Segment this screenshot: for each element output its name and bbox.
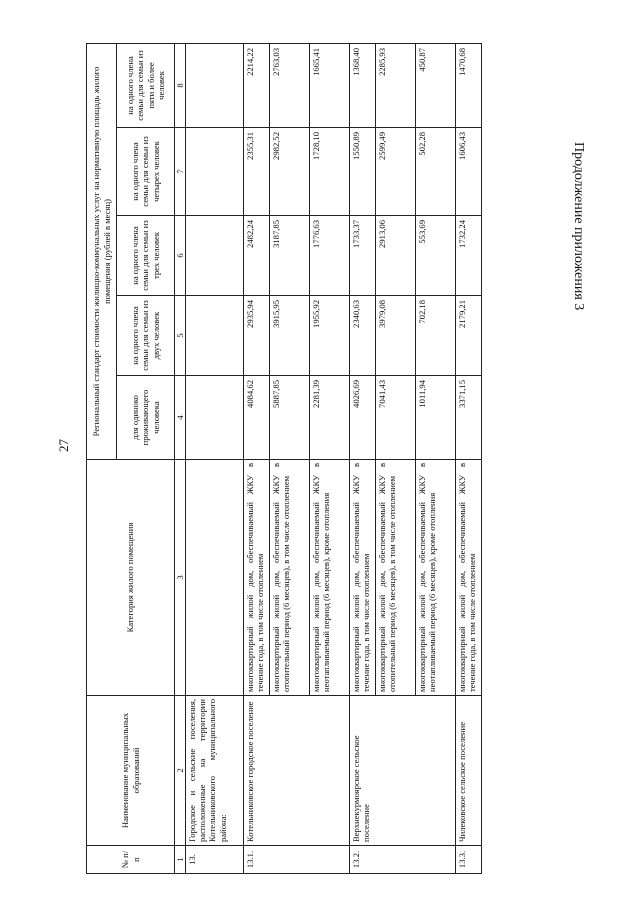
rotated-table-wrapper [86,44,598,874]
value-cell: 5887,85 [270,376,310,460]
municipality-name: Верхнекурмоярское сельское поселение [350,696,456,846]
row-number: 13.3. [456,846,482,874]
housing-category: многоквартирный жилой дом, обеспечиваемый ЖКУ в отопительный период (6 месяцев), в том числе отоплением [270,460,310,696]
header-family-3: на одного члена семьи для семьи из трех человек [117,216,175,296]
housing-standard-table [86,43,482,874]
value-cell: 4084,62 [244,376,270,460]
row-number: 13.1. [244,846,350,874]
housing-category: многоквартирный жилой дом, обеспечиваемый ЖКУ в течение года, в том числе отоплением [456,460,482,696]
value-cell: 2599,49 [376,128,416,216]
header-family-2: на одного члена семьи для семьи из двух человек [117,296,175,376]
value-cell: 2340,63 [350,296,376,376]
value-cell: 450,87 [416,43,456,127]
value-cell: 1550,89 [350,128,376,216]
value-cell: 1728,10 [310,128,350,216]
value-cell: 2482,24 [244,216,270,296]
value-cell: 1368,40 [350,43,376,127]
appendix-continuation-title: Продолжение приложения 3 [571,142,586,311]
value-cell: 2355,31 [244,128,270,216]
value-cell: 2214,22 [244,43,270,127]
header-single: для одиноко проживающего человека [117,376,175,460]
housing-category: многоквартирный жилой дом, обеспечиваемый ЖКУ в течение года, в том числе отоплением [244,460,270,696]
housing-category: многоквартирный жилой дом, обеспечиваемый ЖКУ в неотапливаемый период (6 месяцев), кроме отопления [310,460,350,696]
value-cell: 2763,03 [270,43,310,127]
value-cell: 502,28 [416,128,456,216]
value-cell: 2935,94 [244,296,270,376]
header-standard: Региональный стандарт стоимости жилищно-коммунальных услуг на нормативную площадь жилого помещения (рублей в месяц) [87,43,117,459]
value-cell: 553,69 [416,216,456,296]
row-number: 13.2. [350,846,456,874]
value-cell: 3915,95 [270,296,310,376]
section-row [186,43,244,873]
housing-category: многоквартирный жилой дом, обеспечиваемый ЖКУ в течение года, в том числе отоплением [350,460,376,696]
header-family-4: на одного члена семьи для семьи из четырех человек [117,128,175,216]
value-cell: 2982,52 [270,128,310,216]
value-cell: 3371,15 [456,376,482,460]
table-row [244,43,270,873]
section-name: Городское и сельские поселения, расположенные на территории Котельниковского муниципального района: [186,696,244,846]
index-cell: 5 [175,296,186,376]
value-cell: 1011,94 [416,376,456,460]
header-family-5: на одного члена семьи для семьи из пяти и более человек [117,43,175,127]
header-num: № п/п [87,846,175,874]
value-cell: 702,18 [416,296,456,376]
index-cell: 1 [175,846,186,874]
value-cell: 2285,93 [376,43,416,127]
value-cell: 3187,85 [270,216,310,296]
housing-category: многоквартирный жилой дом, обеспечиваемый ЖКУ в неотапливаемый период (6 месяцев), кроме отопления [416,460,456,696]
index-cell: 3 [175,460,186,696]
table-row [350,43,376,873]
value-cell: 7041,43 [376,376,416,460]
value-cell: 1606,43 [456,128,482,216]
housing-category: многоквартирный жилой дом, обеспечиваемый ЖКУ в отопительный период (6 месяцев), в том числе отоплением [376,460,416,696]
value-cell: 1470,68 [456,43,482,127]
value-cell: 1665,41 [310,43,350,127]
value-cell: 2913,06 [376,216,416,296]
index-cell: 7 [175,128,186,216]
value-cell: 4026,69 [350,376,376,460]
value-cell: 2179,21 [456,296,482,376]
value-cell: 3979,08 [376,296,416,376]
column-index-row [175,43,186,873]
header-municipality: Наименование муниципальных образований [87,696,175,846]
section-number: 13. [186,846,244,874]
index-cell: 4 [175,376,186,460]
value-cell: 1955,92 [310,296,350,376]
index-cell: 8 [175,43,186,127]
municipality-name: Котельниковское городское поселение [244,696,350,846]
index-cell: 2 [175,696,186,846]
value-cell: 2281,39 [310,376,350,460]
municipality-name: Чилековское сельское поселение [456,696,482,846]
header-category: Категория жилого помещения [87,460,175,696]
value-cell: 1776,63 [310,216,350,296]
page-number: 27 [56,439,71,452]
table-row [456,43,482,873]
value-cell: 1732,24 [456,216,482,296]
value-cell: 1733,37 [350,216,376,296]
index-cell: 6 [175,216,186,296]
